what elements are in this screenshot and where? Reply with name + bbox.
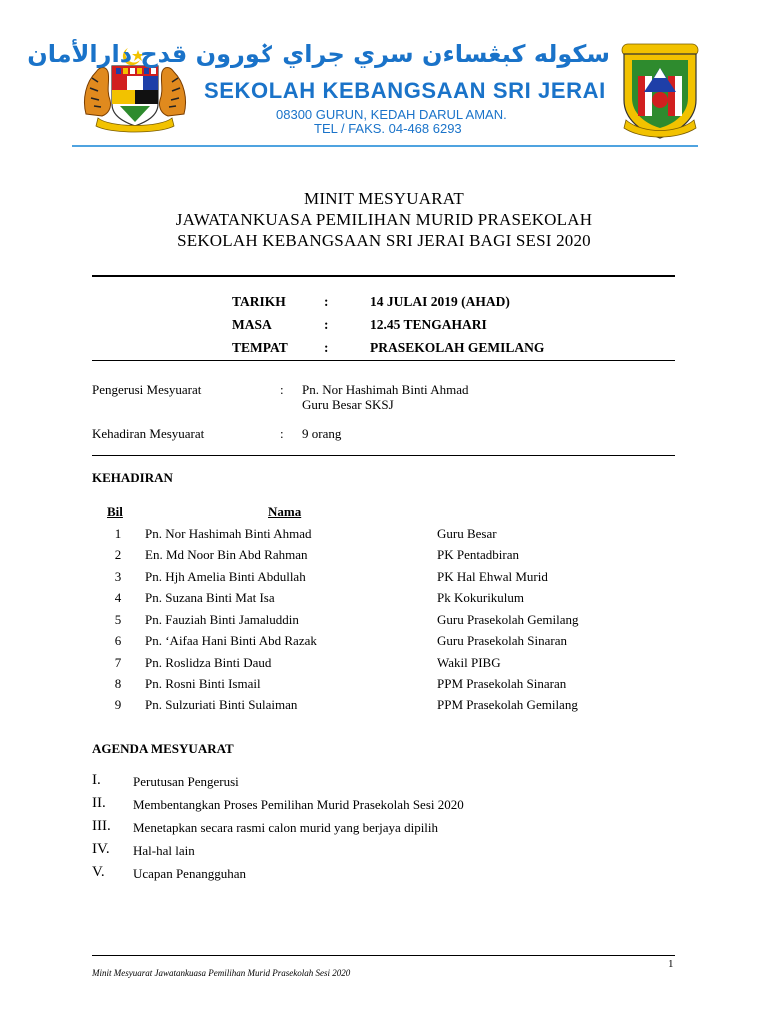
agenda-number: V. xyxy=(92,864,105,880)
school-name-jawi: سكوله كبڠساءن سري جراي ݢورون قدح دارالأمان xyxy=(27,40,610,68)
attendance-row xyxy=(0,697,768,718)
agenda-text: Menetapkan secara rasmi calon murid yang berjaya dipilih xyxy=(133,820,439,835)
letterhead xyxy=(0,0,768,150)
info-value: PRASEKOLAH GEMILANG xyxy=(370,340,545,355)
title-line-1: MINIT MESYUARAT xyxy=(304,189,464,208)
chairperson-label: Pengerusi Mesyuarat xyxy=(92,382,202,397)
info-colon: : xyxy=(324,340,329,355)
divider-attendance xyxy=(92,455,675,456)
agenda-number: III. xyxy=(92,818,111,834)
divider-top xyxy=(92,275,675,277)
attendance-count-colon: : xyxy=(280,426,284,441)
agenda-number: IV. xyxy=(92,841,110,857)
attendance-role: Guru Prasekolah Gemilang xyxy=(437,612,579,627)
info-label: MASA xyxy=(232,317,272,332)
attendance-name: Pn. Rosni Binti Ismail xyxy=(145,676,261,691)
attendance-row xyxy=(0,569,768,590)
attendance-bil: 4 xyxy=(114,590,122,605)
agenda-text: Ucapan Penangguhan xyxy=(133,866,246,881)
title-line-3: SEKOLAH KEBANGSAAN SRI JERAI BAGI SESI 2020 xyxy=(177,231,591,250)
chairperson-name: Pn. Nor Hashimah Binti Ahmad xyxy=(302,382,469,397)
attendance-row xyxy=(0,590,768,611)
attendance-bil: 2 xyxy=(114,547,122,562)
column-header-nama: Nama xyxy=(268,504,302,519)
attendance-bil: 7 xyxy=(114,655,122,670)
agenda-text: Hal-hal lain xyxy=(133,843,195,858)
attendance-row xyxy=(0,526,768,547)
info-label: TARIKH xyxy=(232,294,286,309)
agenda-heading: AGENDA MESYUARAT xyxy=(92,741,234,756)
attendance-bil: 8 xyxy=(114,676,122,691)
attendance-bil: 9 xyxy=(114,697,122,712)
info-value: 14 JULAI 2019 (AHAD) xyxy=(370,294,510,309)
agenda-item xyxy=(0,772,768,795)
agenda-number: II. xyxy=(92,795,106,811)
attendance-role: PPM Prasekolah Gemilang xyxy=(437,697,578,712)
attendance-row xyxy=(0,612,768,633)
attendance-role: PPM Prasekolah Sinaran xyxy=(437,676,567,691)
agenda-item xyxy=(0,818,768,841)
attendance-bil: 5 xyxy=(114,612,122,627)
attendance-bil: 1 xyxy=(114,526,122,541)
agenda-item xyxy=(0,864,768,887)
attendance-role: Guru Prasekolah Sinaran xyxy=(437,633,567,648)
school-address: 08300 GURUN, KEDAH DARUL AMAN. xyxy=(276,107,507,122)
agenda-text: Membentangkan Proses Pemilihan Murid Prasekolah Sesi 2020 xyxy=(133,797,464,812)
agenda-number: I. xyxy=(92,772,101,788)
chairperson-colon: : xyxy=(280,382,284,397)
attendance-row xyxy=(0,633,768,654)
divider-info xyxy=(92,360,675,361)
attendance-bil: 3 xyxy=(114,569,122,584)
attendance-role: PK Pentadbiran xyxy=(437,547,519,562)
attendance-count-value: 9 orang xyxy=(302,426,342,441)
attendance-name: Pn. ‘Aifaa Hani Binti Abd Razak xyxy=(145,633,317,648)
info-value: 12.45 TENGAHARI xyxy=(370,317,487,332)
title-line-2: JAWATANKUASA PEMILIHAN MURID PRASEKOLAH xyxy=(175,210,593,229)
column-header-bil: Bil xyxy=(107,504,123,519)
info-colon: : xyxy=(324,317,329,332)
attendance-row xyxy=(0,676,768,697)
page-number: 1 xyxy=(668,958,674,970)
attendance-heading: KEHADIRAN xyxy=(92,470,173,485)
document-title xyxy=(0,188,768,251)
footer-text: Minit Mesyuarat Jawatankuasa Pemilihan Murid Prasekolah Sesi 2020 xyxy=(92,968,351,978)
attendance-role: PK Hal Ehwal Murid xyxy=(437,569,548,584)
attendance-name: Pn. Fauziah Binti Jamaluddin xyxy=(145,612,299,627)
agenda-item xyxy=(0,795,768,818)
footer-divider xyxy=(92,955,675,956)
agenda-item xyxy=(0,841,768,864)
attendance-name: Pn. Roslidza Binti Daud xyxy=(145,655,272,670)
attendance-role: Guru Besar xyxy=(437,526,497,541)
info-label: TEMPAT xyxy=(232,340,288,355)
info-colon: : xyxy=(324,294,329,309)
attendance-bil: 6 xyxy=(114,633,122,648)
attendance-name: Pn. Sulzuriati Binti Sulaiman xyxy=(145,697,298,712)
attendance-role: Pk Kokurikulum xyxy=(437,590,525,605)
letterhead-divider xyxy=(72,145,698,147)
agenda-text: Perutusan Pengerusi xyxy=(133,774,239,789)
attendance-role: Wakil PIBG xyxy=(437,655,501,670)
attendance-row xyxy=(0,547,768,568)
attendance-count-label: Kehadiran Mesyuarat xyxy=(92,426,205,441)
attendance-row xyxy=(0,655,768,676)
school-phone: TEL / FAKS. 04-468 6293 xyxy=(314,121,462,136)
school-name: SEKOLAH KEBANGSAAN SRI JERAI xyxy=(204,78,606,103)
attendance-name: Pn. Hjh Amelia Binti Abdullah xyxy=(145,569,306,584)
school-badge-icon xyxy=(614,40,706,140)
attendance-name: Pn. Nor Hashimah Binti Ahmad xyxy=(145,526,312,541)
attendance-name: En. Md Noor Bin Abd Rahman xyxy=(145,547,308,562)
attendance-name: Pn. Suzana Binti Mat Isa xyxy=(145,590,275,605)
chairperson-title: Guru Besar SKSJ xyxy=(302,397,394,412)
